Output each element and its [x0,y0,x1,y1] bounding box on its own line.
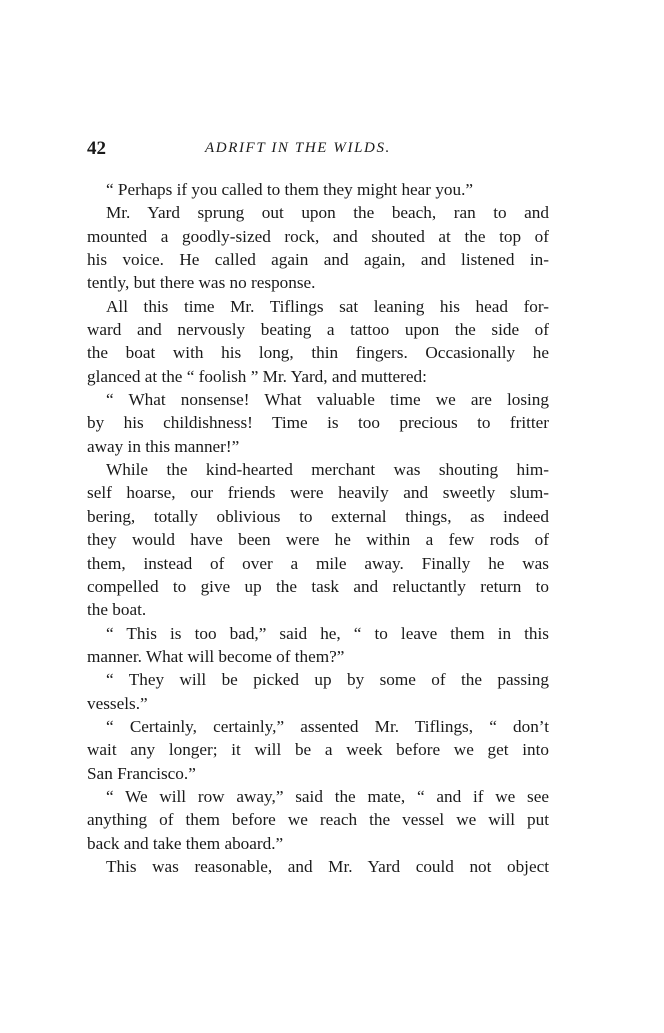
text-line: “ This is too bad,” said he, “ to leave them in this [106,623,549,643]
page-header [87,138,549,164]
page-number: 42 [87,138,106,159]
text-line: his voice. He called again and again, and listened in- [87,250,549,270]
text-line: Mr. Yard sprung out upon the beach, ran to and [106,203,549,223]
text-line: wait any longer; it will be a week before we get into [87,740,549,760]
text-line: glanced at the “ foolish ” Mr. Yard, and muttered: [87,366,427,386]
text-line: tently, but there was no response. [87,273,316,293]
running-title: ADRIFT IN THE WILDS. [205,140,391,156]
text-line: manner. What will become of them?” [87,646,345,666]
text-line: This was reasonable, and Mr. Yard could not object [106,856,549,876]
text-line: vessels.” [87,693,148,713]
text-line: While the kind-hearted merchant was shouting him- [106,460,549,480]
text-line: San Francisco.” [87,763,196,783]
text-line: “ We will row away,” said the mate, “ and if we see [106,786,549,806]
text-line: “ Perhaps if you called to them they might hear you.” [106,180,474,199]
text-line: “ Certainly, certainly,” assented Mr. Tiflings, “ don’t [106,716,549,736]
text-line: away in this manner!” [87,436,240,456]
text-line: ward and nervously beating a tattoo upon the side of [87,320,549,340]
text-line: bering, totally oblivious to external things, as indeed [87,506,549,526]
text-line: anything of them before we reach the vessel we will put [87,810,549,830]
text-line: self hoarse, our friends were heavily and sweetly slum- [87,483,549,503]
text-line: they would have been were he within a few rods of [87,530,549,550]
text-line: by his childishness! Time is too precious to fritter [87,413,549,433]
text-line: them, instead of over a mile away. Finally he was [87,553,549,573]
text-line: the boat with his long, thin fingers. Occasionally he [87,343,549,363]
text-line: “ They will be picked up by some of the passing [106,670,549,690]
text-line: back and take them aboard.” [87,833,284,853]
text-line: mounted a goodly-sized rock, and shouted at the top of [87,226,549,246]
text-line: compelled to give up the task and reluctantly return to [87,576,549,596]
body-text [87,178,549,878]
text-line: the boat. [87,600,147,620]
text-line: “ What nonsense! What valuable time we are losing [106,390,549,410]
text-line: All this time Mr. Tiflings sat leaning his head for- [106,296,549,316]
